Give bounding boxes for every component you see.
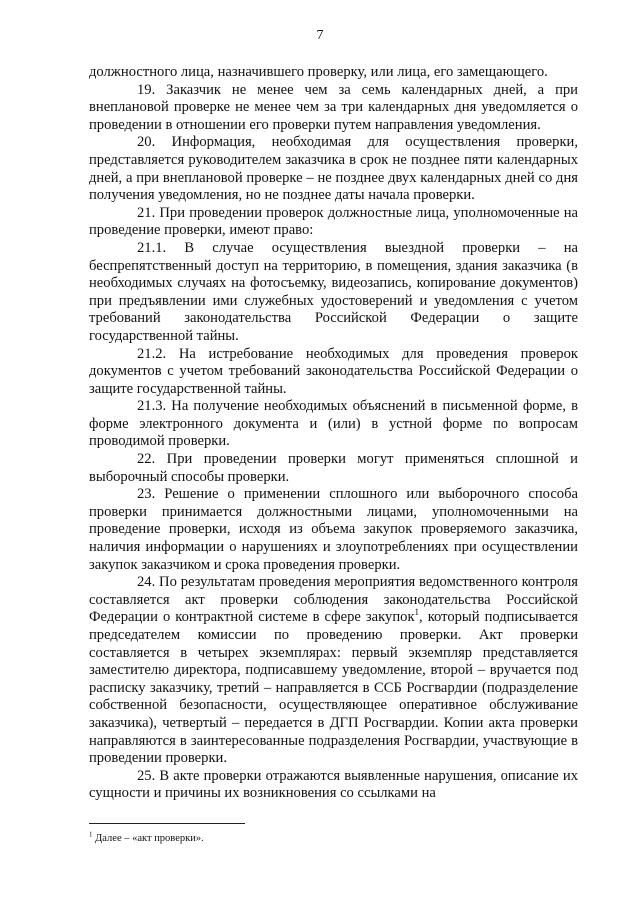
footnote-reference: 1	[414, 607, 420, 618]
paragraph-24	[89, 574, 578, 768]
paragraph-21-1: 21.1. В случае осуществления выездной проверки – на беспрепятственный доступ на территорию, в помещения, здания заказчика (в необходимых случаях на фотосъемку, видеозапись, копирование документов) при предъявлении ими служебных удостоверений и уведомления с учетом требований законодательства Российской Федерации о защите государственной тайны.	[89, 239, 578, 344]
document-body	[89, 64, 578, 803]
paragraph-20: 20. Информация, необходимая для осуществления проверки, представляется руководителем заказчика в срок не позднее пяти календарных дней, а при внеплановой проверке – не позднее двух календарных дней со дня получения уведомления, но не позднее даты начала проверки.	[89, 134, 578, 204]
footnote	[89, 832, 578, 845]
footnote-mark: 1	[89, 830, 93, 839]
page-number: 7	[316, 28, 324, 43]
paragraph-21: 21. При проведении проверок должностные лица, уполномоченные на проведение проверки, имеют право:	[89, 204, 578, 239]
footnote-text: Далее – «акт проверки».	[95, 833, 204, 844]
paragraph-continuation: должностного лица, назначившего проверку, или лица, его замещающего.	[89, 64, 548, 80]
paragraph-24-text-before: 24. По результатам проведения мероприятия ведомственного контроля составляется акт проверки соблюдения законодательства Российской Федерации о контрактной системе в сфере закупок	[89, 574, 578, 626]
paragraph-23: 23. Решение о применении сплошного или выборочного способа проверки принимается должностными лицами, уполномоченными на проведение проверки, исходя из объема закупок проверяемого заказчика, наличия информации о нарушениях и злоупотреблениях при осуществлении закупок заказчиком и срока проведения проверки.	[89, 486, 578, 573]
paragraph-22: 22. При проведении проверки могут применяться сплошной и выборочный способы проверки.	[89, 451, 578, 485]
footnote-divider	[89, 823, 245, 824]
paragraph-21-2: 21.2. На истребование необходимых для проведения проверок документов с учетом требований законодательства Российской Федерации о защите государственной тайны.	[89, 345, 578, 397]
paragraph-21-3: 21.3. На получение необходимых объяснений в письменной форме, в форме электронного документа и (или) в устной форме по вопросам проводимой проверки.	[89, 398, 578, 450]
paragraph-24-text-after: , который подписывается председателем комиссии по проведению проверки. Акт проверки составляется в четырех экземплярах: первый экземпляр представляется заместителю директора, подписавшему уведомление, второй – вручается под расписку заказчику, третий – направляется в ССБ Росгвардии (подразделение собственной безопасности, осуществляющее оперативное обслуживание заказчика), четвертый – передается в ДГП Росгвардии. Копии акта проверки направляются в заинтересованные подразделения Росгвардии, участвующие в проведении проверки.	[89, 609, 578, 767]
paragraph-19: 19. Заказчик не менее чем за семь календарных дней, а при внеплановой проверке не менее чем за три календарных дня уведомляется о проведении в отношении его проверки путем направления уведомления.	[89, 81, 578, 133]
paragraph-25: 25. В акте проверки отражаются выявленные нарушения, описание их сущности и причины их возникновения со ссылками на	[89, 767, 578, 802]
